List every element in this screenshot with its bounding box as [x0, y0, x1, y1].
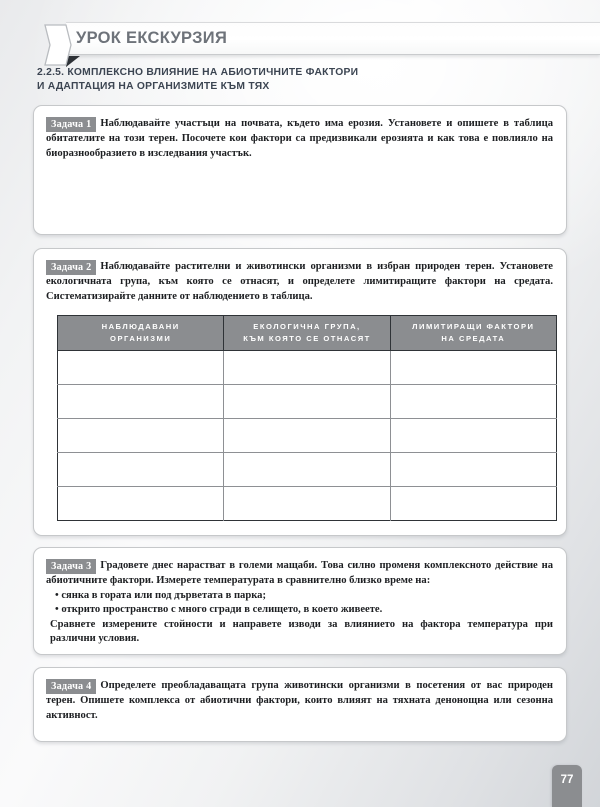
task-3-text: Градовете днес нарастват в големи мащаби. Това силно променя комплексното действие на абиотичните фактори. Измерете температурата в сравнително близко време на: [46, 560, 553, 586]
col-2-line-1: ЕКОЛОГИЧНА ГРУПА, [253, 322, 361, 332]
table-row[interactable] [58, 419, 557, 453]
table-cell[interactable] [58, 419, 224, 453]
task-3-intro-wrap [46, 559, 553, 589]
table-cell[interactable] [390, 453, 556, 487]
table-cell[interactable] [58, 453, 224, 487]
task-3-bullet-1: • сянка в гората или под дърветата в парка; [55, 589, 267, 601]
table-cell[interactable] [390, 419, 556, 453]
task-1-content [46, 117, 553, 161]
table-cell[interactable] [390, 487, 556, 521]
task-3-badge: Задача 3 [46, 559, 96, 574]
table-cell[interactable] [390, 385, 556, 419]
table-cell[interactable] [224, 419, 390, 453]
task-2-badge: Задача 2 [46, 260, 96, 275]
page-number-badge: 77 [552, 765, 582, 807]
table-header-row [58, 316, 557, 351]
table-cell[interactable] [58, 385, 224, 419]
task-1-text: Наблюдавайте участъци на почвата, където има ерозия. Установете и опишете в таблица обитателите на този терен. Посочете кои фактори са предизвикали ерозията и как това е повлияло на биоразнообразието в изследвания участък. [46, 118, 553, 159]
task-3-closing: Сравнете измерените стойности и направете изводи за влиянието на фактора температура при различни условия. [50, 618, 553, 645]
observations-table [57, 315, 557, 521]
section-heading-line-1: 2.2.5. КОМПЛЕКСНО ВЛИЯНИЕ НА АБИОТИЧНИТЕ ФАКТОРИ [37, 67, 359, 78]
task-card-2 [33, 248, 567, 536]
table-row[interactable] [58, 487, 557, 521]
task-1-badge: Задача 1 [46, 117, 96, 132]
col-1-line-2: ОРГАНИЗМИ [110, 333, 172, 343]
col-2-line-2: КЪМ КОЯТО СЕ ОТНАСЯТ [243, 333, 371, 343]
task-3-bullet-2: • открито пространство с много сгради в селището, в което живеете. [55, 604, 383, 616]
table-row[interactable] [58, 351, 557, 385]
task-card-1 [33, 105, 567, 235]
table-cell[interactable] [224, 487, 390, 521]
page-header [0, 22, 600, 64]
task-2-content [46, 260, 553, 304]
task-2-text: Наблюдавайте растителни и животински организми в избран природен терен. Установете екологичната група, към която се отнасят, и определете лимитиращите фактори на средата. Систематизирайте данните от наблюдението в таблица. [46, 261, 553, 302]
section-heading-line-2: И АДАПТАЦИЯ НА ОРГАНИЗМИТЕ КЪМ ТЯХ [37, 80, 270, 92]
table-cell[interactable] [390, 351, 556, 385]
col-3-line-2: НА СРЕДАТА [441, 333, 506, 343]
col-1-line-1: НАБЛЮДАВАНИ [101, 322, 180, 332]
table-column-header-organisms [58, 316, 224, 351]
table-body [58, 351, 557, 521]
page-title [37, 66, 557, 93]
table-column-header-ecological-group [224, 316, 390, 351]
banner-title: УРОК ЕКСКУРЗИЯ [76, 29, 228, 47]
task-card-4 [33, 667, 567, 742]
task-4-badge: Задача 4 [46, 679, 96, 694]
task-card-3 [33, 547, 567, 655]
table-cell[interactable] [224, 351, 390, 385]
task-4-content [46, 679, 553, 723]
col-3-line-1: ЛИМИТИРАЩИ ФАКТОРИ [412, 322, 535, 332]
chevron-right-icon [44, 23, 72, 67]
table-row[interactable] [58, 453, 557, 487]
table-column-header-limiting-factors [390, 316, 556, 351]
table-cell[interactable] [224, 385, 390, 419]
task-4-text: Определете преобладаващата група животински организми в посетения от вас природен терен. Опишете комплекса от абиотични фактори, които влияят на тяхната денонощна или сезонна активност. [46, 680, 553, 721]
table-row[interactable] [58, 385, 557, 419]
task-3-content [46, 559, 553, 647]
table-cell[interactable] [58, 487, 224, 521]
table-cell[interactable] [58, 351, 224, 385]
table-cell[interactable] [224, 453, 390, 487]
